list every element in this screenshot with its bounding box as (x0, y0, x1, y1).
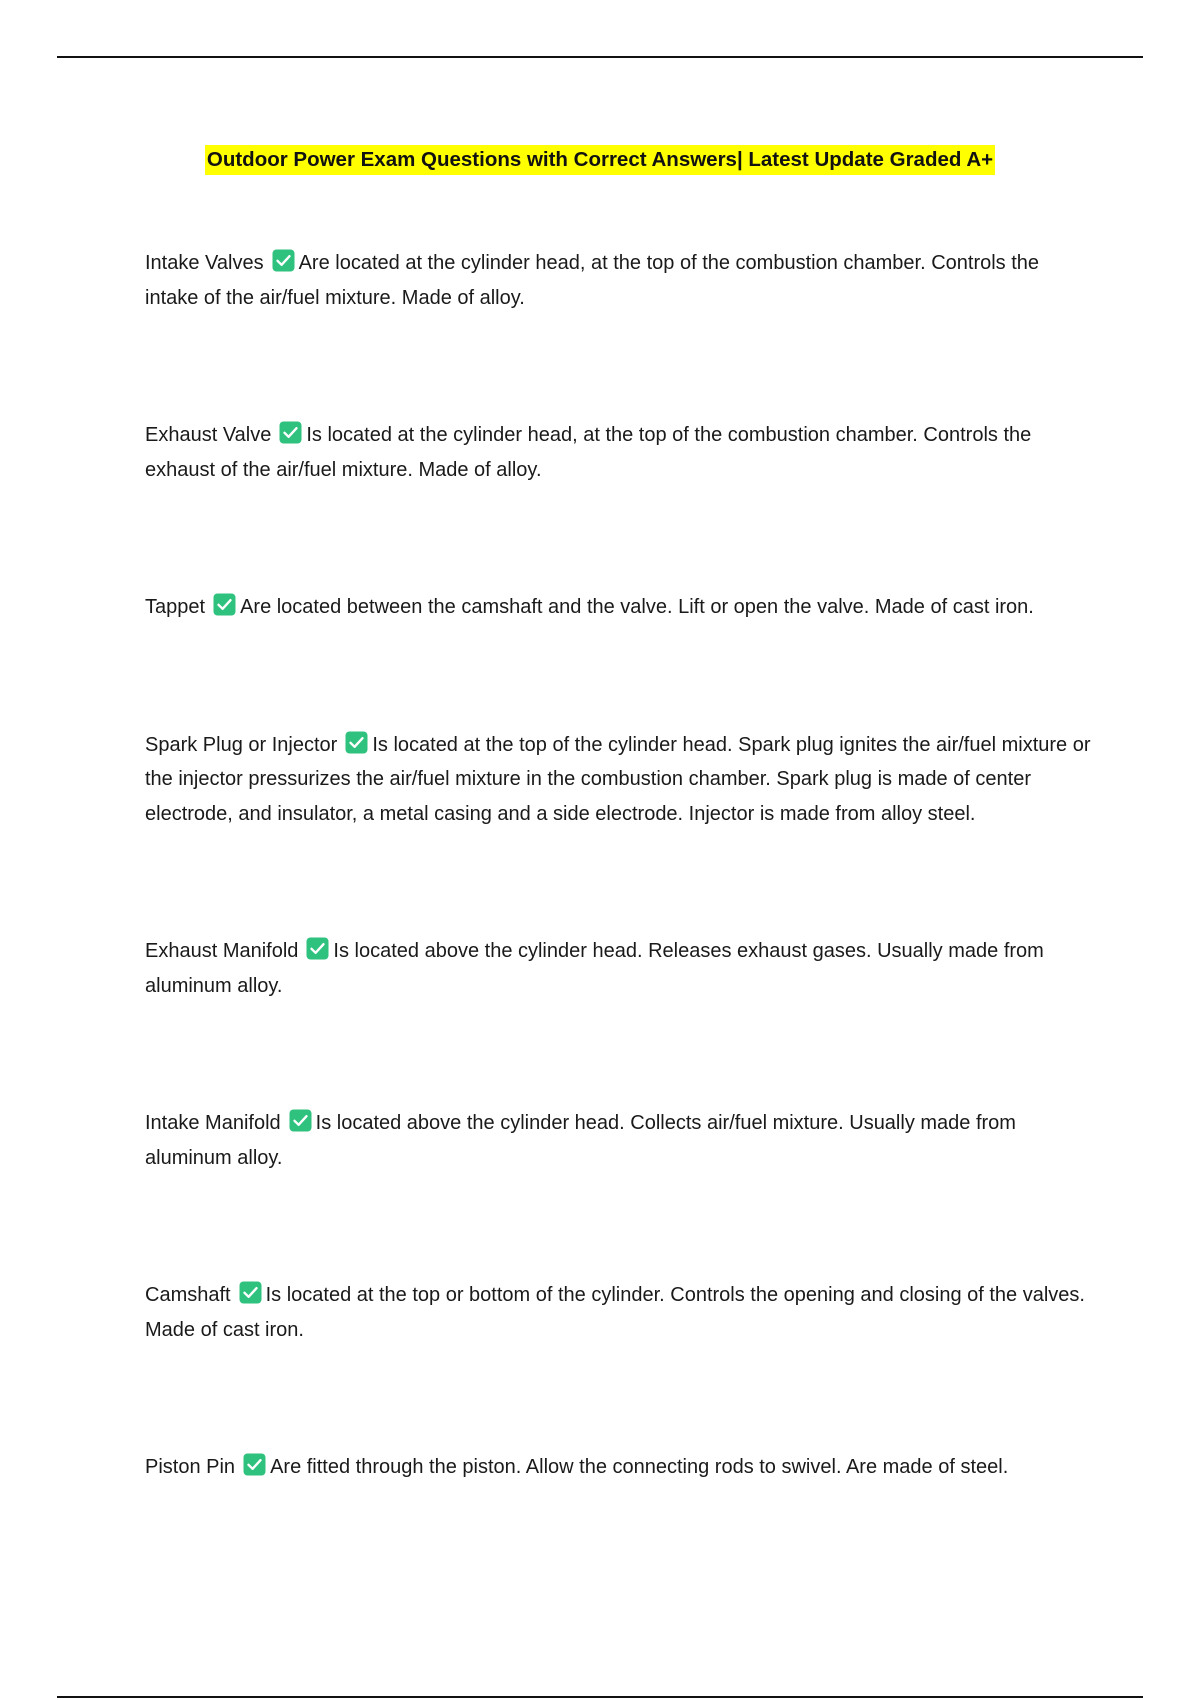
term-label: Exhaust Valve (145, 424, 272, 446)
term-label: Spark Plug or Injector (145, 733, 338, 756)
term-label: Intake Valves (145, 252, 264, 274)
qa-item-camshaft (145, 1278, 1095, 1347)
top-rule (57, 56, 1143, 58)
answer-text: Is located at the top of the cylinder head. Spark plug ignites the air/fuel mixture or the injector pressurizes the air/fuel mixture in the combustion chamber. Spark plug is made of center electrode, and insulator, a metal casing and a side electrode. Injector is made from alloy steel. (145, 733, 1091, 825)
checkmark-icon (213, 593, 236, 616)
qa-item-piston-pin (145, 1450, 1095, 1485)
checkmark-icon (243, 1453, 266, 1476)
qa-item-intake-valves (145, 246, 1095, 315)
answer-text: Is located at the cylinder head, at the top of the combustion chamber. Controls the exhaust of the air/fuel mixture. Made of alloy. (145, 424, 1032, 481)
term-label: Tappet (145, 596, 206, 618)
answer-text: Is located above the cylinder head. Collects air/fuel mixture. Usually made from aluminum alloy. (145, 1112, 1016, 1169)
answer-text: Is located above the cylinder head. Releases exhaust gases. Usually made from aluminum alloy. (145, 940, 1044, 997)
checkmark-icon (279, 421, 302, 444)
qa-item-exhaust-manifold (145, 934, 1095, 1003)
title-container (0, 145, 1200, 175)
answer-text: Are located at the cylinder head, at the top of the combustion chamber. Controls the intake of the air/fuel mixture. Made of alloy. (145, 252, 1040, 309)
term-label: Camshaft (145, 1284, 231, 1306)
bottom-rule (57, 1696, 1143, 1698)
qa-item-spark-plug-or-injector (145, 728, 1095, 832)
qa-list (145, 246, 1095, 1588)
checkmark-icon (239, 1281, 262, 1304)
term-label: Exhaust Manifold (145, 940, 299, 962)
qa-item-intake-manifold (145, 1106, 1095, 1175)
answer-text: Are fitted through the piston. Allow the connecting rods to swivel. Are made of steel. (270, 1456, 1009, 1478)
qa-item-tappet (145, 590, 1095, 625)
checkmark-icon (306, 937, 329, 960)
checkmark-icon (345, 731, 368, 754)
answer-text: Is located at the top or bottom of the cylinder. Controls the opening and closing of the valves. Made of cast iron. (145, 1284, 1085, 1341)
checkmark-icon (272, 249, 295, 272)
qa-item-exhaust-valve (145, 418, 1095, 487)
term-label: Piston Pin (145, 1456, 236, 1478)
document-title: Outdoor Power Exam Questions with Correct Answers| Latest Update Graded A+ (205, 145, 995, 175)
answer-text: Are located between the camshaft and the valve. Lift or open the valve. Made of cast iron. (240, 596, 1034, 618)
term-label: Intake Manifold (145, 1112, 281, 1134)
checkmark-icon (289, 1109, 312, 1132)
